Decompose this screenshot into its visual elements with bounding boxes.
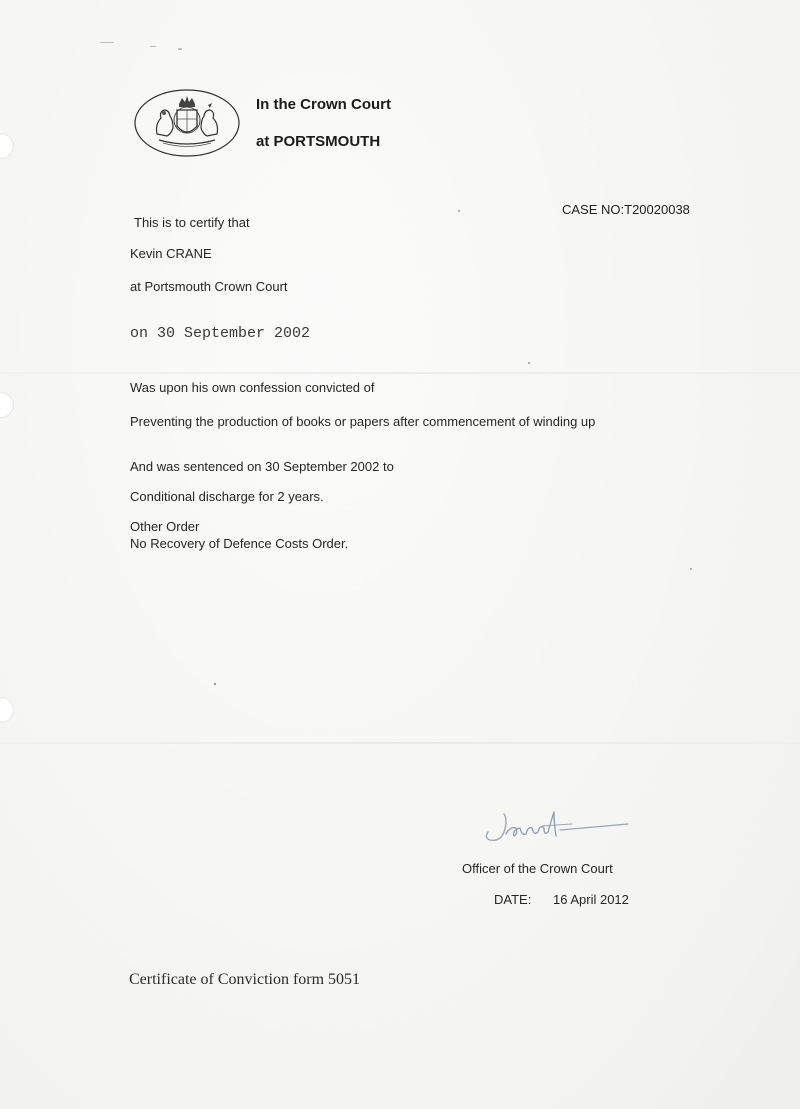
court-place: at Portsmouth Crown Court (130, 279, 288, 294)
fold-line (0, 742, 800, 744)
scan-speck (528, 362, 530, 364)
other-order-text: No Recovery of Defence Costs Order. (130, 536, 349, 551)
date-value: 16 April 2012 (553, 892, 629, 907)
scan-speck (150, 46, 156, 47)
punch-hole (0, 392, 14, 418)
other-order-label: Other Order (130, 519, 200, 534)
form-title: Certificate of Conviction form 5051 (129, 971, 361, 988)
offence-description: Preventing the production of books or papers after commencement of winding up (130, 414, 596, 429)
scan-speck (178, 48, 182, 50)
conviction-date: on 30 September 2002 (130, 325, 311, 342)
sentence-description: Conditional discharge for 2 years. (130, 489, 324, 504)
officer-signature-image (482, 806, 632, 856)
scan-speck (690, 568, 692, 570)
date-label: DATE: (494, 892, 532, 907)
scan-speck (100, 42, 114, 43)
officer-label: Officer of the Crown Court (462, 861, 613, 876)
defendant-name: Kevin CRANE (130, 246, 212, 261)
scan-speck (458, 210, 460, 212)
fold-line (0, 372, 800, 374)
scan-speck (214, 683, 216, 685)
court-title: In the Crown Court (256, 96, 391, 113)
sentenced-line: And was sentenced on 30 September 2002 to (130, 459, 394, 474)
royal-coat-of-arms-icon (133, 88, 241, 158)
punch-hole (0, 133, 14, 159)
court-location: at PORTSMOUTH (256, 133, 381, 150)
punch-hole (0, 697, 14, 723)
certify-intro: This is to certify that (134, 215, 250, 230)
confession-line: Was upon his own confession convicted of (130, 380, 375, 395)
case-number: CASE NO:T20020038 (562, 202, 690, 217)
